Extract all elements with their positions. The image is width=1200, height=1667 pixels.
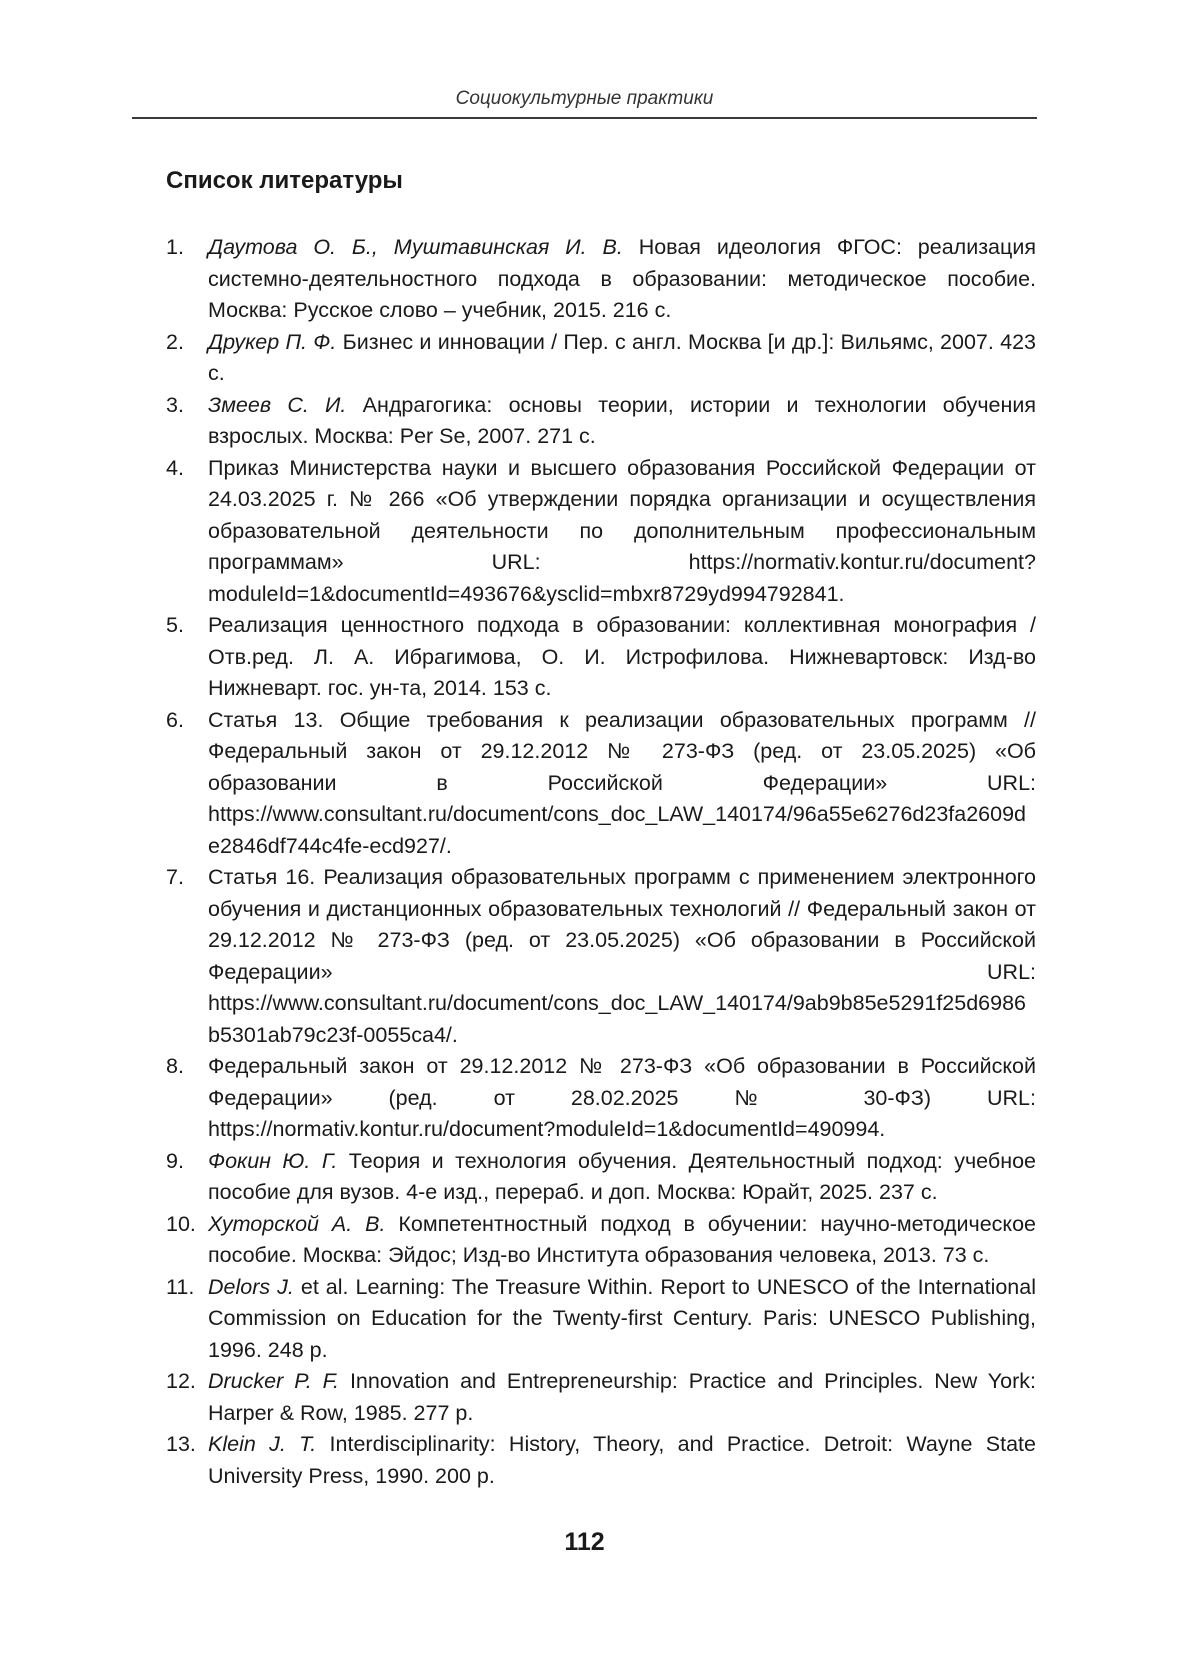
header-divider — [132, 117, 1037, 119]
reference-number: 8. — [166, 1054, 184, 1078]
reference-item — [166, 390, 1036, 453]
reference-body: Статья 13. Общие требования к реализации образовательных программ // Федеральный закон от 29.12.2012 № 273-ФЗ (ред. от 23.05.2025) «Об образовании в Российской Федерации» URL: https://www.consultant.ru/document/cons_doc_LAW_140174/96a55e6276d23fa2609de2846df744c4fe-ecd927/. — [208, 707, 1036, 858]
running-header: Социокультурные практики — [455, 88, 714, 109]
reference-number: 5. — [166, 613, 184, 637]
reference-authors: Klein J. T. — [208, 1432, 317, 1456]
reference-authors: Змеев С. И. — [208, 392, 347, 417]
reference-body: Реализация ценностного подхода в образовании: коллективная монография /Отв.ред. Л. А. Ибрагимова, О. И. Истрофилова. Нижневартовск: Изд-во Нижневарт. гос. ун-та, 2014. 153 с. — [208, 613, 1036, 700]
reference-body: et al. Learning: The Treasure Within. Report to UNESCO of the International Commission on Education for the Twenty-first Century. Paris: UNESCO Publishing, 1996. 248 p. — [208, 1274, 1037, 1362]
reference-number: 7. — [166, 865, 184, 889]
reference-item — [166, 705, 1036, 863]
reference-item — [166, 1146, 1036, 1209]
reference-authors: Друкер П. Ф. — [208, 329, 337, 354]
reference-number: 3. — [166, 392, 184, 417]
reference-authors: Фокин Ю. Г. — [208, 1148, 338, 1173]
reference-number: 1. — [166, 235, 184, 259]
reference-number: 12. — [166, 1369, 196, 1393]
reference-item — [166, 1209, 1036, 1272]
reference-body: Innovation and Entrepreneurship: Practice and Principles. New York: Harper & Row, 1985. 277 p. — [208, 1369, 1036, 1425]
reference-item — [166, 610, 1036, 705]
reference-authors: Даутова О. Б., Муштавинская И. В. — [208, 235, 623, 259]
reference-number: 11. — [166, 1274, 195, 1299]
reference-number: 9. — [166, 1148, 184, 1173]
reference-body: Бизнес и инновации / Пер. с англ. Москва [и др.]: Вильямс, 2007. 423 с. — [208, 329, 1036, 385]
reference-number: 4. — [166, 455, 184, 480]
reference-number: 6. — [166, 707, 184, 732]
reference-item — [166, 232, 1036, 327]
reference-body: Теория и технология обучения. Деятельностный подход: учебное пособие для вузов. 4-е изд., перераб. и доп. Москва: Юрайт, 2025. 237 с. — [208, 1148, 1036, 1204]
reference-list — [166, 232, 1036, 1492]
reference-body: Interdisciplinarity: History, Theory, and Practice. Detroit: Wayne State University Press, 1990. 200 p. — [208, 1432, 1036, 1488]
reference-authors: Drucker P. F. — [208, 1369, 339, 1393]
reference-item — [166, 862, 1036, 1051]
reference-number: 10. — [166, 1211, 196, 1236]
reference-item — [166, 1272, 1036, 1367]
reference-body: Приказ Министерства науки и высшего образования Российской Федерации от 24.03.2025 г. № 266 «Об утверждении порядка организации и осуществления образовательной деятельности по дополнительным профессиональным программам» URL: https://normativ.kontur.ru/document?moduleId=1&documentId=493676&ysclid=mbxr8729yd994792841. — [208, 455, 1036, 606]
reference-number: 2. — [166, 329, 184, 354]
page-number: 112 — [564, 1528, 605, 1556]
reference-item — [166, 1366, 1036, 1429]
reference-item — [166, 327, 1036, 390]
reference-authors: Хуторской А. В. — [208, 1211, 386, 1236]
reference-item — [166, 1051, 1036, 1146]
reference-number: 13. — [166, 1432, 196, 1456]
reference-body: Компетентностный подход в обучении: научно-методическое пособие. Москва: Эйдос; Изд-во Института образования человека, 2013. 73 с. — [208, 1211, 1036, 1267]
reference-authors: Delors J. — [208, 1274, 294, 1299]
reference-body: Андрагогика: основы теории, истории и технологии обучения взрослых. Москва: Per Se, 2007. 271 с. — [208, 392, 1037, 448]
reference-item — [166, 453, 1036, 611]
section-title: Список литературы — [166, 167, 403, 194]
reference-body: Новая идеология ФГОС: реализация системно-деятельностного подхода в образовании: методическое пособие. Москва: Русское слово – учебник, 2015. 216 с. — [208, 235, 1036, 322]
reference-body: Статья 16. Реализация образовательных программ с применением электронного обучения и дистанционных образовательных технологий // Федеральный закон от 29.12.2012 № 273-ФЗ (ред. от 23.05.2025) «Об образовании в Российской Федерации» URL: https://www.consultant.ru/document/cons_doc_LAW_140174/9ab9b85e5291f25d6986b5301ab79c23f-0055ca4/. — [208, 865, 1036, 1047]
reference-item — [166, 1429, 1036, 1492]
reference-body: Федеральный закон от 29.12.2012 № 273-ФЗ «Об образовании в Российской Федерации» (ред. от 28.02.2025 № 30-ФЗ) URL: https://normativ.kontur.ru/document?moduleId=1&documentId=490994. — [208, 1054, 1036, 1141]
